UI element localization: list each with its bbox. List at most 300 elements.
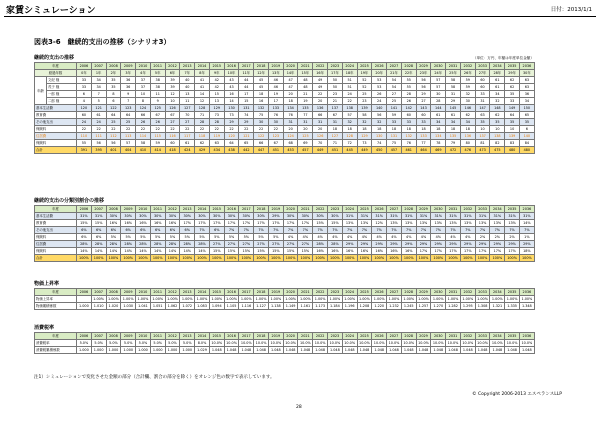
value-cell: 30% [209, 213, 224, 220]
value-cell: 1.00% [344, 297, 356, 301]
value-cell: 123 [121, 105, 136, 112]
value-cell: 15% [254, 248, 269, 255]
value-cell: 29% [387, 241, 402, 248]
value-cell: 12% [372, 220, 387, 227]
value-cell: 30% [136, 213, 151, 220]
year-cell: 2028 [401, 289, 416, 296]
value-cell: 1.00% [137, 297, 149, 301]
value-cell: 10.0% [226, 341, 237, 345]
age-cell: 26 [401, 98, 416, 105]
age-cell: 49 [313, 84, 328, 91]
value-cell: 58 [357, 112, 372, 119]
row-label: 基本生活費 [35, 213, 77, 220]
age-cell: 29 [416, 91, 431, 98]
value-cell: 17% [180, 220, 195, 227]
value-cell: 132 [401, 133, 416, 140]
value-cell: 30% [195, 213, 210, 220]
value-cell: 134 [283, 105, 298, 112]
section-expenditure [34, 55, 534, 154]
value-cell: 6% [180, 227, 195, 234]
age-cell: 25 [357, 91, 372, 98]
value-cell: 16% [342, 248, 357, 255]
age-cell: 20 [283, 91, 298, 98]
value-cell: 10.0% [521, 341, 533, 345]
value-cell: 27 [180, 119, 195, 126]
row-label: 消費税率 [35, 340, 77, 347]
year-cell: 2018 [254, 206, 269, 213]
person-name: 茂子 様 [47, 84, 77, 91]
value-cell: 17% [460, 248, 475, 255]
value-cell: 32 [372, 119, 387, 126]
inflation-table [34, 288, 535, 310]
value-cell: 29% [460, 241, 475, 248]
elapsed-cell: 18年 [342, 70, 357, 77]
value-cell: 1.257 [416, 303, 431, 310]
year-cell: 2032 [460, 63, 475, 70]
value-cell: 18 [328, 126, 343, 133]
value-cell: 1.000 [106, 347, 121, 354]
elapsed-cell: 14年 [283, 70, 298, 77]
age-cell: 43 [224, 77, 239, 84]
year-cell: 2027 [387, 289, 402, 296]
year-cell: 2026 [372, 206, 387, 213]
year-cell: 2031 [446, 333, 461, 340]
value-cell: 126 [165, 105, 180, 112]
year-cell: 2027 [387, 333, 402, 340]
value-cell: 18 [387, 126, 402, 133]
value-cell: 7% [372, 227, 387, 234]
value-cell: 17% [239, 220, 254, 227]
value-cell: 1.232 [387, 303, 402, 310]
elapsed-cell: 28年 [490, 70, 505, 77]
value-cell: 73 [224, 112, 239, 119]
year-cell: 2026 [372, 333, 387, 340]
table-row [35, 340, 535, 347]
value-cell: 5% [195, 234, 210, 241]
value-cell: 5% [165, 234, 180, 241]
value-cell: 414 [150, 147, 165, 154]
value-cell: 16% [150, 220, 165, 227]
value-cell: 142 [401, 105, 416, 112]
value-cell: 31% [91, 213, 106, 220]
value-cell: 7% [254, 227, 269, 234]
value-cell: 10.0% [388, 341, 400, 345]
value-cell: 31% [342, 213, 357, 220]
age-cell: 60 [475, 84, 490, 91]
age-cell: 48 [298, 77, 313, 84]
value-cell: 100% [372, 255, 387, 262]
year-cell: 2023 [328, 206, 343, 213]
value-cell: 7% [460, 227, 475, 234]
value-cell: 75 [387, 140, 402, 147]
value-cell: 100% [209, 255, 224, 262]
value-cell: 15% [268, 248, 283, 255]
header-divider [4, 16, 596, 17]
year-cell: 2021 [298, 206, 313, 213]
row-label: 保険料 [35, 126, 77, 133]
value-cell: 1.00% [122, 297, 134, 301]
value-cell: 20 [298, 126, 313, 133]
value-cell: 27% [239, 241, 254, 248]
value-cell: 1.051 [150, 303, 165, 310]
value-cell: 451 [268, 147, 283, 154]
value-cell: 30% [180, 213, 195, 220]
year-cell: 2018 [254, 289, 269, 296]
value-cell: 67 [268, 140, 283, 147]
value-cell: 137 [475, 133, 490, 140]
table-row [35, 255, 535, 262]
value-cell: 1.00% [196, 297, 208, 301]
value-cell: 60 [416, 112, 431, 119]
value-cell: 70 [313, 140, 328, 147]
value-cell: 126 [313, 133, 328, 140]
year-cell: 2023 [328, 63, 343, 70]
value-cell: 5.0% [106, 340, 121, 347]
section-label: 継続的支出の分類別割合の推移 [34, 198, 105, 204]
value-cell: 35 [505, 119, 520, 126]
value-cell: 83 [505, 140, 520, 147]
age-cell: 47 [283, 77, 298, 84]
value-cell: 2% [505, 234, 520, 241]
age-cell: 49 [313, 77, 328, 84]
elapsed-cell: 6年 [165, 70, 180, 77]
value-cell: 4% [460, 234, 475, 241]
value-cell: 67 [150, 112, 165, 119]
value-cell: 15% [313, 220, 328, 227]
value-cell: 29% [357, 241, 372, 248]
value-cell: 1.00% [403, 297, 415, 301]
value-cell: 76 [401, 140, 416, 147]
age-cell: 28 [401, 91, 416, 98]
age-cell: 15 [239, 98, 254, 105]
value-cell: 16% [121, 220, 136, 227]
value-cell: 1.105 [224, 303, 239, 310]
value-cell: 480 [519, 147, 534, 154]
value-cell: 100% [77, 255, 92, 262]
footnote: 注1）シミュレーションで変化させた金額の部分（合計欄、割合の部分を除く）をオレンジ色の数字で表示しています。 [34, 375, 275, 380]
value-cell: 13% [446, 220, 461, 227]
elapsed-cell: 16年 [313, 70, 328, 77]
year-cell: 2032 [460, 333, 475, 340]
value-cell: 7% [195, 227, 210, 234]
age-cell: 42 [209, 77, 224, 84]
value-cell: 61 [446, 112, 461, 119]
value-cell: 100% [387, 255, 402, 262]
value-cell: 66 [254, 140, 269, 147]
age-cell: 35 [106, 84, 121, 91]
value-cell: 147 [475, 105, 490, 112]
value-cell: 128 [195, 105, 210, 112]
value-cell: 449 [313, 147, 328, 154]
value-cell: 67 [328, 112, 343, 119]
year-cell: 2033 [475, 289, 490, 296]
value-cell: 29% [431, 241, 446, 248]
year-cell: 2018 [254, 63, 269, 70]
value-cell: 32 [342, 119, 357, 126]
value-cell: 60 [165, 140, 180, 147]
value-cell: 10 [490, 126, 505, 133]
value-cell: 457 [387, 147, 402, 154]
year-cell: 2019 [268, 206, 283, 213]
age-cell: 57 [431, 84, 446, 91]
value-cell: 144 [431, 105, 446, 112]
age-cell: 24 [342, 91, 357, 98]
value-cell: 10.0% [477, 341, 488, 345]
value-cell: 62 [490, 112, 505, 119]
value-cell: 16% [387, 248, 402, 255]
value-cell: 18 [460, 126, 475, 133]
year-cell: 2034 [490, 289, 505, 296]
year-cell: 2032 [460, 206, 475, 213]
value-cell: 123 [268, 133, 283, 140]
year-cell: 2033 [475, 333, 490, 340]
value-cell: 1.220 [372, 303, 387, 310]
year-cell: 2007 [91, 63, 106, 70]
year-cell: 2013 [180, 333, 195, 340]
year-cell: 2016 [224, 333, 239, 340]
value-cell: 13% [387, 220, 402, 227]
value-cell: 30% [239, 213, 254, 220]
value-cell: 6% [121, 227, 136, 234]
value-cell: 112 [106, 133, 121, 140]
elapsed-cell: 21年 [387, 70, 402, 77]
value-cell: 116 [165, 133, 180, 140]
age-cell: 7 [91, 91, 106, 98]
age-cell: 21 [298, 91, 313, 98]
year-cell: 2006 [77, 206, 92, 213]
value-cell: 30 [254, 119, 269, 126]
value-cell: 1.048 [372, 347, 387, 354]
value-cell: 1.048 [490, 347, 505, 354]
value-cell: 29% [372, 241, 387, 248]
year-cell: 2036 [519, 289, 534, 296]
value-cell: 65 [239, 140, 254, 147]
row-label: 保険料 [35, 234, 77, 241]
value-cell: 30% [313, 213, 328, 220]
value-cell: 18 [431, 126, 446, 133]
value-cell: 100% [313, 255, 328, 262]
table-row [35, 227, 535, 234]
value-cell: 1.048 [328, 347, 343, 354]
value-cell: 22 [209, 126, 224, 133]
value-cell: 1.138 [268, 303, 283, 310]
value-cell: 5% [239, 234, 254, 241]
value-cell: 2% [490, 234, 505, 241]
age-cell: 19 [268, 91, 283, 98]
value-cell: 31% [372, 213, 387, 220]
year-cell: 2035 [505, 206, 520, 213]
value-cell: 131 [239, 105, 254, 112]
year-cell: 2014 [195, 63, 210, 70]
year-cell: 2009 [121, 289, 136, 296]
value-cell: 78 [431, 140, 446, 147]
value-cell: 7% [328, 227, 343, 234]
value-cell: 28% [121, 241, 136, 248]
value-cell: 1.048 [401, 347, 416, 354]
age-cell: 46 [268, 84, 283, 91]
age-cell: 61 [490, 84, 505, 91]
value-cell: 10.0% [255, 341, 267, 345]
value-cell: 464 [416, 147, 431, 154]
value-cell: 31% [387, 213, 402, 220]
value-cell: 1.245 [401, 303, 416, 310]
table-row [35, 213, 535, 220]
value-cell: 72 [342, 140, 357, 147]
year-cell: 2034 [490, 63, 505, 70]
year-cell: 2033 [475, 63, 490, 70]
year-cell: 2018 [254, 333, 269, 340]
age-cell: 10 [136, 91, 151, 98]
value-cell: 22 [106, 126, 121, 133]
value-cell: 1.029 [195, 347, 210, 354]
value-cell: 10.0% [462, 341, 474, 345]
value-cell: 1.335 [505, 303, 520, 310]
value-cell: 26 [150, 119, 165, 126]
value-cell: 472 [446, 147, 461, 154]
value-cell: 6% [77, 234, 92, 241]
person-name: 二郎 様 [47, 98, 77, 105]
value-cell: 22 [180, 126, 195, 133]
value-cell: 7% [446, 227, 461, 234]
elapsed-cell: 12年 [254, 70, 269, 77]
age-cell: 54 [387, 77, 402, 84]
value-cell: 14% [91, 248, 106, 255]
value-cell: 1.048 [313, 347, 328, 354]
value-cell: 13% [475, 220, 490, 227]
value-cell: 100% [490, 255, 505, 262]
age-cell: 6 [106, 98, 121, 105]
value-cell: 1% [519, 234, 534, 241]
value-cell: 122 [254, 133, 269, 140]
year-cell: 2019 [268, 289, 283, 296]
value-cell: 424 [180, 147, 195, 154]
value-cell: 30% [165, 213, 180, 220]
value-cell: 442 [239, 147, 254, 154]
value-cell: 26 [136, 119, 151, 126]
value-cell: 17% [254, 220, 269, 227]
value-cell: 29% [475, 241, 490, 248]
value-cell: 7% [387, 227, 402, 234]
age-cell: 14 [195, 91, 210, 98]
year-cell: 2028 [401, 333, 416, 340]
value-cell: 67 [165, 112, 180, 119]
age-cell: 47 [283, 84, 298, 91]
year-header-row [35, 289, 535, 296]
age-cell: 5 [91, 98, 106, 105]
value-cell: 1.321 [490, 303, 505, 310]
value-cell: 17% [224, 220, 239, 227]
value-cell: 6% [77, 227, 92, 234]
value-cell: 100% [136, 255, 151, 262]
value-cell: 4% [446, 234, 461, 241]
value-cell: 1.048 [298, 347, 313, 354]
year-cell: 2015 [209, 63, 224, 70]
value-cell: 64 [106, 112, 121, 119]
value-cell: 28% [136, 241, 151, 248]
value-cell: 24 [91, 119, 106, 126]
elapsed-cell: 19年 [357, 70, 372, 77]
value-cell: 17% [475, 248, 490, 255]
value-cell: 418 [165, 147, 180, 154]
value-cell: 100% [106, 255, 121, 262]
value-cell: 62 [460, 112, 475, 119]
table-row [35, 234, 535, 241]
value-cell: 73 [357, 140, 372, 147]
value-cell: 29% [416, 241, 431, 248]
value-cell: 100% [431, 255, 446, 262]
value-cell: 5.0% [150, 340, 165, 347]
age-cell: 60 [475, 77, 490, 84]
year-cell: 2036 [519, 63, 534, 70]
value-cell: 30% [283, 213, 298, 220]
value-cell: 125 [150, 105, 165, 112]
value-cell: 16% [372, 248, 387, 255]
value-cell: 1.048 [283, 347, 298, 354]
value-cell: 7% [490, 227, 505, 234]
value-cell: 1.000 [180, 347, 195, 354]
value-cell: 6% [136, 227, 151, 234]
value-cell: 1.00% [462, 297, 474, 301]
value-cell: 15% [224, 248, 239, 255]
value-cell: 410 [136, 147, 151, 154]
age-cell: 38 [150, 84, 165, 91]
value-cell: 10.0% [211, 341, 223, 345]
year-cell: 2023 [328, 333, 343, 340]
age-cell: 8 [136, 98, 151, 105]
age-cell: 50 [328, 84, 343, 91]
value-cell: 5.0% [77, 340, 92, 347]
value-cell: 1.00% [447, 297, 459, 301]
value-cell: 1.00% [359, 297, 370, 301]
year-cell: 2007 [91, 206, 106, 213]
value-cell: 1.048 [387, 347, 402, 354]
value-cell: 15% [91, 220, 106, 227]
value-cell: 20 [283, 126, 298, 133]
value-cell: 136 [313, 105, 328, 112]
value-cell: 29% [342, 241, 357, 248]
year-cell: 2024 [342, 333, 357, 340]
value-cell: 29% [505, 241, 520, 248]
age-cell: 26 [372, 91, 387, 98]
value-cell: 100% [446, 255, 461, 262]
value-cell: 10.0% [432, 341, 444, 345]
row-label: 住居費 [35, 133, 77, 140]
elapsed-cell: 9年 [209, 70, 224, 77]
value-cell: 31% [401, 213, 416, 220]
value-cell: 20 [313, 126, 328, 133]
value-cell: 35 [490, 119, 505, 126]
age-cell: 62 [505, 77, 520, 84]
year-cell: 2014 [195, 333, 210, 340]
year-cell: 2006 [77, 289, 92, 296]
value-cell: 66 [136, 112, 151, 119]
value-cell: 22 [91, 126, 106, 133]
value-cell: 119 [209, 133, 224, 140]
value-cell: 64 [121, 112, 136, 119]
age-cell: 37 [136, 84, 151, 91]
value-cell: 31% [505, 213, 520, 220]
value-cell: 100% [239, 255, 254, 262]
value-cell: 1.048 [254, 347, 269, 354]
page-header-title: 家賃シミュレーション [6, 6, 96, 16]
value-cell: 15% [328, 220, 343, 227]
age-cell: 39 [165, 84, 180, 91]
value-cell: 27% [298, 241, 313, 248]
value-cell: 61 [180, 140, 195, 147]
value-cell: 401 [106, 147, 121, 154]
age-cell: 45 [254, 84, 269, 91]
age-cell: 37 [136, 77, 151, 84]
